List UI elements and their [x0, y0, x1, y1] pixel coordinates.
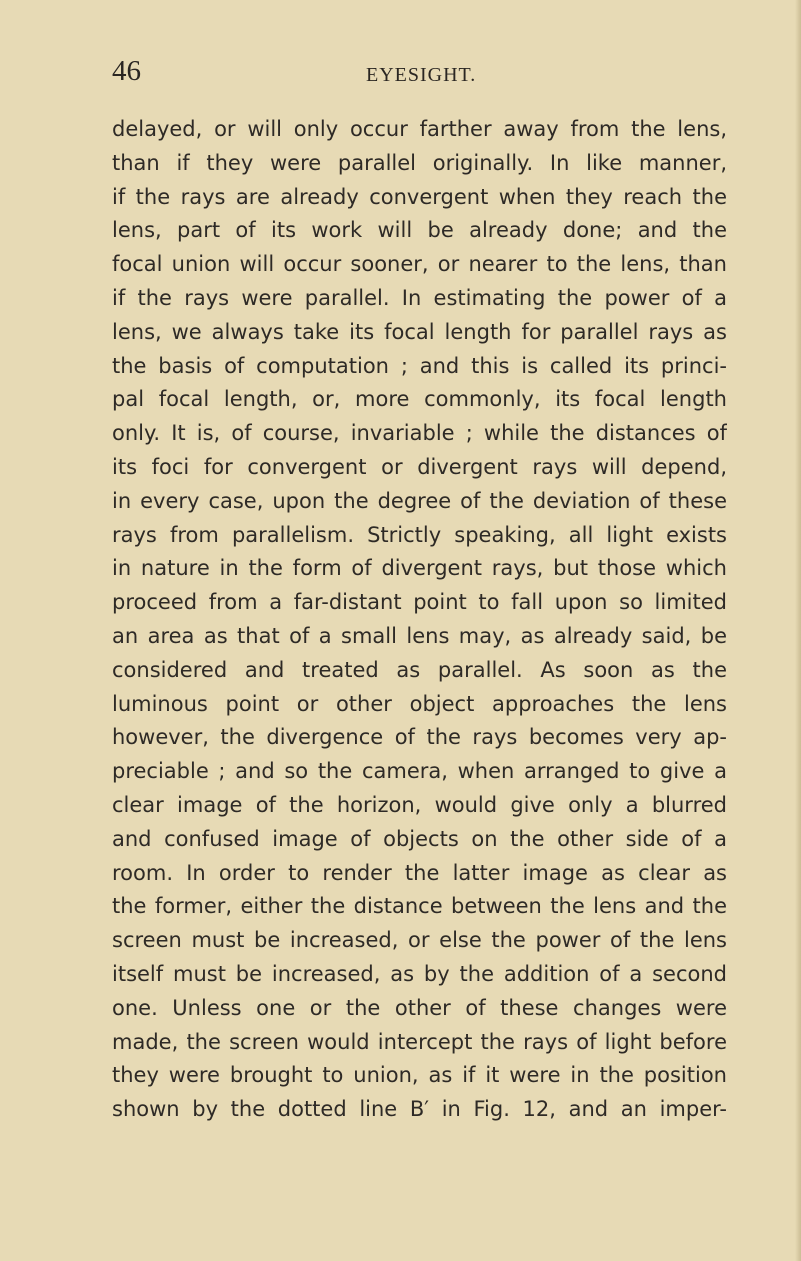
text-line: pal focal length, or, more commonly, its focal length [112, 387, 727, 412]
text-line: only. It is, of course, invariable ; while the distances of [112, 421, 727, 446]
text-line: if the rays were parallel. In estimating the power of a [112, 285, 727, 310]
text-line: in nature in the form of divergent rays, but those which [112, 556, 727, 581]
text-line: screen must be increased, or else the power of the lens [112, 928, 727, 953]
text-line: than if they were parallel originally. In like manner, [112, 150, 727, 175]
text-line: delayed, or will only occur farther away from the lens, [112, 117, 727, 141]
text-line: they were brought to union, as if it were in the position [112, 1063, 727, 1088]
text-line: the former, either the distance between the lens and the [112, 894, 727, 919]
text-line: focal union will occur sooner, or nearer to the lens, than [112, 252, 727, 277]
text-line: proceed from a far-distant point to fall upon so limited [112, 590, 727, 615]
text-line: room. In order to render the latter image as clear as [112, 860, 727, 885]
text-line: rays from parallelism. Strictly speaking, all light exists [112, 522, 727, 547]
text-line: in every case, upon the degree of the deviation of these [112, 488, 727, 513]
text-line: lens, we always take its focal length for parallel rays as [112, 319, 727, 344]
text-line: itself must be increased, as by the addition of a second [112, 961, 727, 986]
text-line: the basis of computation ; and this is called its princi- [112, 353, 727, 378]
text-line: however, the divergence of the rays becomes very ap- [112, 725, 727, 750]
text-line: preciable ; and so the camera, when arranged to give a [112, 759, 727, 784]
text-line: if the rays are already convergent when they reach the [112, 184, 727, 209]
body-text [112, 113, 727, 1127]
text-line: shown by the dotted line B′ in Fig. 12, and an imper- [112, 1097, 727, 1122]
page-number: 46 [112, 55, 141, 87]
page-header [112, 57, 724, 97]
text-line: its foci for convergent or divergent rays will depend, [112, 454, 727, 479]
text-line: one. Unless one or the other of these changes were [112, 995, 727, 1020]
text-line: and confused image of objects on the other side of a [112, 826, 727, 851]
text-line: lens, part of its work will be already done; and the [112, 218, 727, 243]
running-title: EYESIGHT. [366, 64, 477, 86]
text-line: considered and treated as parallel. As soon as the [112, 657, 727, 682]
text-line: luminous point or other object approaches the lens [112, 691, 727, 716]
text-line: clear image of the horizon, would give only a blurred [112, 792, 727, 817]
text-line: an area as that of a small lens may, as already said, be [112, 623, 727, 648]
text-line: made, the screen would intercept the rays of light before [112, 1029, 727, 1054]
page-edge-shadow [795, 0, 801, 1261]
